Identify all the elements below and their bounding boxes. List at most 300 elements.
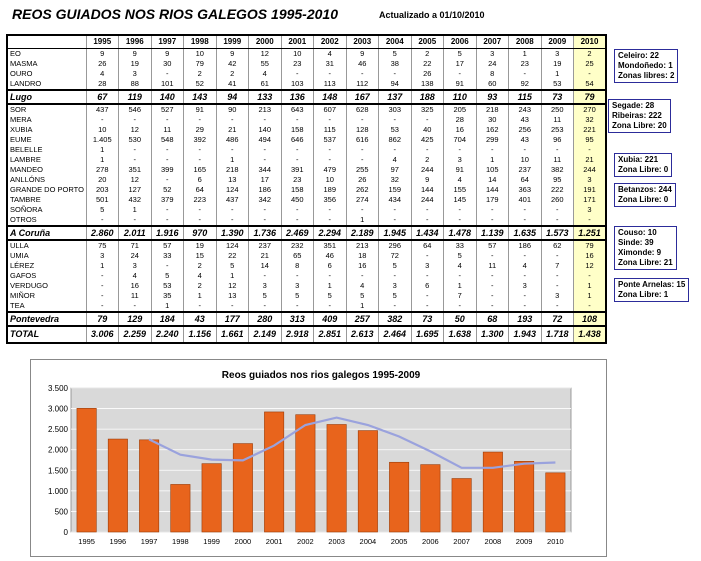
cell-value: - xyxy=(184,155,217,165)
cell-value: 26 xyxy=(411,69,444,79)
cell-value: - xyxy=(119,115,152,125)
cell-value: - xyxy=(281,115,314,125)
cell-value: - xyxy=(574,301,607,312)
cell-value: 11 xyxy=(151,125,184,135)
year-header: 1997 xyxy=(151,35,184,49)
table-row xyxy=(7,125,606,135)
cell-value: - xyxy=(476,215,509,226)
cell-value: - xyxy=(444,301,477,312)
cell-value: - xyxy=(314,145,347,155)
cell-value: 6 xyxy=(411,281,444,291)
cell-value: 136 xyxy=(281,90,314,104)
subtotal-row xyxy=(7,90,606,104)
cell-value: - xyxy=(86,301,119,312)
cell-value: 1.156 xyxy=(184,326,217,343)
cell-value: 12 xyxy=(249,49,282,60)
cell-value: 79 xyxy=(86,312,119,326)
cell-value: - xyxy=(249,271,282,281)
cell-value: 14 xyxy=(476,175,509,185)
cell-value: 399 xyxy=(151,165,184,175)
cell-value: 52 xyxy=(184,79,217,90)
cell-value: - xyxy=(314,271,347,281)
cell-value: 2.189 xyxy=(346,226,379,240)
cell-value: - xyxy=(379,145,412,155)
cell-value: 144 xyxy=(411,185,444,195)
year-header: 2009 xyxy=(541,35,574,49)
row-label: TAMBRE xyxy=(7,195,86,205)
cell-value: 1 xyxy=(151,301,184,312)
row-label: Pontevedra xyxy=(7,312,86,326)
cell-value: 177 xyxy=(216,312,249,326)
cell-value: 32 xyxy=(379,175,412,185)
cell-value: 391 xyxy=(281,165,314,175)
cell-value: 4 xyxy=(86,69,119,79)
cell-value: - xyxy=(151,261,184,271)
cell-value: 21 xyxy=(249,251,282,261)
cell-value: 643 xyxy=(281,104,314,115)
cell-value: - xyxy=(476,205,509,215)
note-line: Zona Libre: 0 xyxy=(618,165,669,174)
cell-value: - xyxy=(184,215,217,226)
cell-value: 1 xyxy=(509,49,542,60)
cell-value: - xyxy=(346,205,379,215)
cell-value: - xyxy=(476,145,509,155)
cell-value: - xyxy=(509,145,542,155)
cell-value: - xyxy=(509,291,542,301)
cell-value: - xyxy=(379,69,412,79)
row-label: A Coruña xyxy=(7,226,86,240)
cell-value: 191 xyxy=(574,185,607,195)
cell-value: 2.918 xyxy=(281,326,314,343)
cell-value: 9 xyxy=(119,49,152,60)
cell-value: 91 xyxy=(444,79,477,90)
cell-value: 501 xyxy=(86,195,119,205)
cell-value: 425 xyxy=(411,135,444,145)
note-xubia xyxy=(614,153,672,177)
cell-value: 15 xyxy=(184,251,217,261)
year-header: 2006 xyxy=(444,35,477,49)
cell-value: 11 xyxy=(476,261,509,271)
cell-value: 10 xyxy=(314,175,347,185)
cell-value: 127 xyxy=(119,185,152,195)
cell-value: 1.661 xyxy=(216,326,249,343)
subtotal-row xyxy=(7,312,606,326)
cell-value: 1 xyxy=(444,281,477,291)
year-header: 2001 xyxy=(281,35,314,49)
cell-value: 213 xyxy=(249,104,282,115)
cell-value: - xyxy=(476,291,509,301)
cell-value: 79 xyxy=(184,59,217,69)
cell-value: - xyxy=(249,115,282,125)
cell-value: - xyxy=(509,215,542,226)
cell-value: 1 xyxy=(346,215,379,226)
cell-value: 26 xyxy=(86,59,119,69)
cell-value: 10 xyxy=(184,49,217,60)
cell-value: - xyxy=(574,271,607,281)
cell-value: - xyxy=(151,145,184,155)
cell-value: - xyxy=(444,69,477,79)
cell-value: 270 xyxy=(574,104,607,115)
cell-value: 218 xyxy=(476,104,509,115)
cell-value: 92 xyxy=(509,79,542,90)
cell-value: 105 xyxy=(476,165,509,175)
cell-value: 113 xyxy=(314,79,347,90)
table-row xyxy=(7,165,606,175)
cell-value: - xyxy=(216,301,249,312)
cell-value: 23 xyxy=(281,175,314,185)
cell-value: 143 xyxy=(184,90,217,104)
x-tick-label: 2004 xyxy=(359,537,377,546)
cell-value: - xyxy=(151,69,184,79)
year-header: 1996 xyxy=(119,35,152,49)
bar xyxy=(452,479,471,532)
cell-value: 401 xyxy=(509,195,542,205)
x-tick-label: 2001 xyxy=(265,537,283,546)
cell-value: 5 xyxy=(346,291,379,301)
cell-value: 3 xyxy=(249,281,282,291)
cell-value: 137 xyxy=(379,90,412,104)
cell-value: 22 xyxy=(216,251,249,261)
cell-value: 19 xyxy=(541,59,574,69)
note-line: Couso: 10 xyxy=(618,228,657,237)
cell-value: 646 xyxy=(281,135,314,145)
cell-value: 1 xyxy=(86,155,119,165)
cell-value: - xyxy=(379,301,412,312)
cell-value: 5 xyxy=(249,291,282,301)
cell-value: 124 xyxy=(216,240,249,251)
table-row xyxy=(7,49,606,60)
cell-value: - xyxy=(249,205,282,215)
year-header: 2004 xyxy=(379,35,412,49)
cell-value: 257 xyxy=(346,312,379,326)
cell-value: 1.943 xyxy=(509,326,542,343)
bar xyxy=(264,412,283,532)
table-row xyxy=(7,59,606,69)
cell-value: 155 xyxy=(444,185,477,195)
cell-value: 313 xyxy=(281,312,314,326)
cell-value: 30 xyxy=(476,115,509,125)
x-tick-label: 2006 xyxy=(422,537,439,546)
cell-value: - xyxy=(184,145,217,155)
cell-value: 2.464 xyxy=(379,326,412,343)
cell-value: 5 xyxy=(216,261,249,271)
cell-value: 25 xyxy=(574,59,607,69)
cell-value: 16 xyxy=(346,261,379,271)
cell-value: 1.251 xyxy=(574,226,607,240)
cell-value: 68 xyxy=(476,312,509,326)
cell-value: 9 xyxy=(216,49,249,60)
cell-value: - xyxy=(444,205,477,215)
cell-value: 73 xyxy=(541,90,574,104)
cell-value: 133 xyxy=(249,90,282,104)
table-row xyxy=(7,251,606,261)
cell-value: - xyxy=(281,69,314,79)
row-label: MANDEO xyxy=(7,165,86,175)
cell-value: 351 xyxy=(314,240,347,251)
y-tick-label: 2.500 xyxy=(47,425,68,435)
cell-value: - xyxy=(541,271,574,281)
cell-value: 54 xyxy=(574,79,607,90)
cell-value: - xyxy=(476,251,509,261)
cell-value: 409 xyxy=(314,312,347,326)
cell-value: 274 xyxy=(346,195,379,205)
cell-value: 90 xyxy=(216,104,249,115)
cell-value: - xyxy=(574,69,607,79)
cell-value: - xyxy=(216,145,249,155)
cell-value: 13 xyxy=(216,175,249,185)
cell-value: 72 xyxy=(379,251,412,261)
cell-value: 88 xyxy=(119,79,152,90)
note-line: Zona Libre: 21 xyxy=(618,258,673,267)
cell-value: 10 xyxy=(86,125,119,135)
x-tick-label: 2009 xyxy=(515,537,533,546)
cell-value: 3 xyxy=(541,49,574,60)
cell-value: 53 xyxy=(379,125,412,135)
cell-value: 188 xyxy=(411,90,444,104)
cell-value: 16 xyxy=(444,125,477,135)
cell-value: - xyxy=(411,115,444,125)
cell-value: 18 xyxy=(346,251,379,261)
cell-value: 363 xyxy=(509,185,542,195)
cell-value: 43 xyxy=(509,135,542,145)
cell-value: 1.638 xyxy=(444,326,477,343)
cell-value: 57 xyxy=(151,240,184,251)
cell-value: 43 xyxy=(184,312,217,326)
cell-value: 222 xyxy=(541,185,574,195)
cell-value: 5 xyxy=(281,291,314,301)
cell-value: 17 xyxy=(249,175,282,185)
cell-value: 3 xyxy=(444,155,477,165)
cell-value: 19 xyxy=(119,59,152,69)
year-header: 2002 xyxy=(314,35,347,49)
cell-value: 40 xyxy=(411,125,444,135)
cell-value: 144 xyxy=(476,185,509,195)
cell-value: 46 xyxy=(314,251,347,261)
cell-value: 50 xyxy=(444,312,477,326)
cell-value: 351 xyxy=(119,165,152,175)
cell-value: 79 xyxy=(574,240,607,251)
cell-value: 2.851 xyxy=(314,326,347,343)
note-mandeo xyxy=(614,183,676,207)
cell-value: - xyxy=(151,115,184,125)
cell-value: 3 xyxy=(119,69,152,79)
cell-value: 96 xyxy=(541,135,574,145)
cell-value: 46 xyxy=(346,59,379,69)
cell-value: 3 xyxy=(509,281,542,291)
cell-value: 344 xyxy=(249,165,282,175)
cell-value: - xyxy=(314,215,347,226)
cell-value: - xyxy=(411,145,444,155)
cell-value: 115 xyxy=(509,90,542,104)
cell-value: 95 xyxy=(574,135,607,145)
cell-value: 60 xyxy=(476,79,509,90)
x-tick-label: 1997 xyxy=(140,537,158,546)
cell-value: 2.149 xyxy=(249,326,282,343)
note-line: Ponte Arnelas: 15 xyxy=(618,280,686,289)
row-label: UMIA xyxy=(7,251,86,261)
cell-value: 530 xyxy=(119,135,152,145)
cell-value: 112 xyxy=(346,79,379,90)
x-tick-label: 2010 xyxy=(547,537,564,546)
cell-value: 165 xyxy=(184,165,217,175)
cell-value: - xyxy=(151,175,184,185)
cell-value: 1.635 xyxy=(509,226,542,240)
cell-value: 2 xyxy=(184,261,217,271)
cell-value: 5 xyxy=(444,49,477,60)
cell-value: 138 xyxy=(411,79,444,90)
cell-value: 2.240 xyxy=(151,326,184,343)
cell-value: 128 xyxy=(346,125,379,135)
cell-value: 4 xyxy=(444,261,477,271)
cell-value: 382 xyxy=(379,312,412,326)
cell-value: - xyxy=(281,301,314,312)
cell-value: - xyxy=(411,215,444,226)
cell-value: 67 xyxy=(86,90,119,104)
table-row xyxy=(7,69,606,79)
cell-value: 494 xyxy=(249,135,282,145)
cell-value: 2 xyxy=(216,69,249,79)
cell-value: 3 xyxy=(281,281,314,291)
y-tick-label: 2.000 xyxy=(47,445,68,455)
bar-chart xyxy=(31,360,606,556)
y-tick-label: 0 xyxy=(63,528,68,537)
cell-value: 1 xyxy=(184,291,217,301)
data-table xyxy=(6,34,607,344)
cell-value: - xyxy=(411,205,444,215)
cell-value: 244 xyxy=(411,195,444,205)
cell-value: 73 xyxy=(411,312,444,326)
cell-value: 218 xyxy=(216,165,249,175)
y-tick-label: 3.000 xyxy=(47,404,68,414)
cell-value: 94 xyxy=(379,79,412,90)
x-tick-label: 2002 xyxy=(297,537,314,546)
cell-value: 2.469 xyxy=(281,226,314,240)
cell-value: 356 xyxy=(314,195,347,205)
row-label: ANLLÓNS xyxy=(7,175,86,185)
cell-value: 11 xyxy=(119,291,152,301)
cell-value: 95 xyxy=(541,175,574,185)
cell-value: 35 xyxy=(151,291,184,301)
cell-value: 162 xyxy=(476,125,509,135)
cell-value: 253 xyxy=(541,125,574,135)
cell-value: 2.259 xyxy=(119,326,152,343)
year-header: 2007 xyxy=(476,35,509,49)
cell-value: 1 xyxy=(541,69,574,79)
row-label: LANDRO xyxy=(7,79,86,90)
cell-value: 2.294 xyxy=(314,226,347,240)
cell-value: 148 xyxy=(314,90,347,104)
cell-value: 16 xyxy=(574,251,607,261)
cell-value: 537 xyxy=(314,135,347,145)
cell-value: 2 xyxy=(411,155,444,165)
cell-value: 52 xyxy=(151,185,184,195)
cell-value: 124 xyxy=(216,185,249,195)
note-line: Ximonde: 9 xyxy=(618,248,662,257)
cell-value: 278 xyxy=(86,165,119,175)
cell-value: 186 xyxy=(509,240,542,251)
cell-value: 628 xyxy=(346,104,379,115)
cell-value: - xyxy=(281,271,314,281)
note-line: Zona Libre: 0 xyxy=(618,195,669,204)
cell-value: 4 xyxy=(444,175,477,185)
cell-value: 2.613 xyxy=(346,326,379,343)
cell-value: 4 xyxy=(346,281,379,291)
cell-value: - xyxy=(281,145,314,155)
cell-value: 3 xyxy=(86,251,119,261)
cell-value: 10 xyxy=(509,155,542,165)
table-row xyxy=(7,240,606,251)
cell-value: 91 xyxy=(444,165,477,175)
cell-value: - xyxy=(541,215,574,226)
cell-value: - xyxy=(346,69,379,79)
table-row xyxy=(7,135,606,145)
cell-value: 4 xyxy=(119,271,152,281)
cell-value: 12 xyxy=(119,175,152,185)
cell-value: 5 xyxy=(379,49,412,60)
cell-value: 7 xyxy=(541,261,574,271)
cell-value: 119 xyxy=(119,90,152,104)
cell-value: 140 xyxy=(249,125,282,135)
cell-value: 42 xyxy=(216,59,249,69)
row-label: VERDUGO xyxy=(7,281,86,291)
cell-value: 616 xyxy=(346,135,379,145)
year-header: 2003 xyxy=(346,35,379,49)
cell-value: 4 xyxy=(314,49,347,60)
cell-value: - xyxy=(184,205,217,215)
cell-value: - xyxy=(119,215,152,226)
x-tick-label: 2007 xyxy=(453,537,470,546)
cell-value: 11 xyxy=(541,115,574,125)
cell-value: - xyxy=(151,155,184,165)
cell-value: - xyxy=(86,215,119,226)
year-header: 1999 xyxy=(216,35,249,49)
subtotal-row xyxy=(7,226,606,240)
cell-value: 4 xyxy=(184,271,217,281)
cell-value: 12 xyxy=(574,261,607,271)
cell-value: 221 xyxy=(574,125,607,135)
cell-value: 250 xyxy=(541,104,574,115)
bar xyxy=(296,415,315,532)
cell-value: 12 xyxy=(119,125,152,135)
cell-value: 9 xyxy=(86,49,119,60)
cell-value: 14 xyxy=(249,261,282,271)
cell-value: - xyxy=(541,251,574,261)
note-line: Ribeiras: 222 xyxy=(612,111,662,120)
cell-value: - xyxy=(444,271,477,281)
cell-value: 1.695 xyxy=(411,326,444,343)
cell-value: 4 xyxy=(509,261,542,271)
cell-value: 32 xyxy=(574,115,607,125)
cell-value: - xyxy=(541,205,574,215)
cell-value: 5 xyxy=(379,291,412,301)
cell-value: - xyxy=(86,291,119,301)
bar xyxy=(108,439,127,532)
note-line: Celeiro: 22 xyxy=(618,51,659,60)
cell-value: 2 xyxy=(184,281,217,291)
cell-value: - xyxy=(314,115,347,125)
cell-value: - xyxy=(379,271,412,281)
cell-value: - xyxy=(509,69,542,79)
year-header: 2000 xyxy=(249,35,282,49)
cell-value: 171 xyxy=(574,195,607,205)
bar xyxy=(514,461,533,532)
cell-value: 10 xyxy=(281,49,314,60)
cell-value: 205 xyxy=(444,104,477,115)
cell-value: 1.438 xyxy=(574,326,607,343)
cell-value: 43 xyxy=(509,115,542,125)
x-tick-label: 2005 xyxy=(390,537,408,546)
cell-value: - xyxy=(249,155,282,165)
